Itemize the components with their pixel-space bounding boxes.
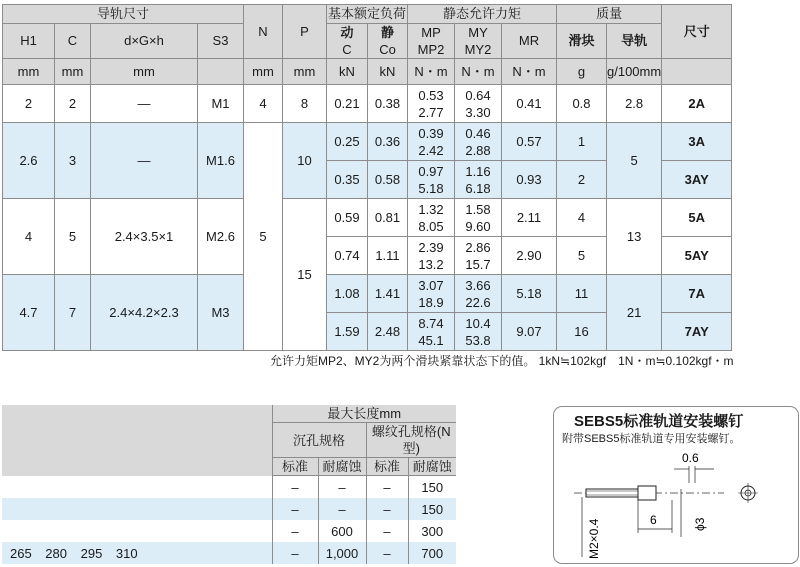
unit-mm: mm <box>244 59 283 85</box>
cell-p: 8 <box>283 85 327 123</box>
cell-stat: 0.38 <box>368 85 408 123</box>
corrosion-header: 耐腐蚀 <box>408 458 456 476</box>
header-rail: 导轨 <box>607 24 662 59</box>
cell-stat: 2.48 <box>368 313 408 351</box>
cell-slider: 4 <box>557 199 607 237</box>
unit-empty <box>198 59 244 85</box>
cell-lengths <box>2 498 272 520</box>
cell-value: – <box>366 498 408 520</box>
cell-value: – <box>318 498 366 520</box>
dim-head-label: 0.6 <box>682 451 699 465</box>
cell-dyn: 0.25 <box>327 123 368 161</box>
cell-mp: 3.07 18.9 <box>408 275 455 313</box>
cell-my: 1.58 9.60 <box>455 199 502 237</box>
unit-mm: mm <box>283 59 327 85</box>
cell-dgh: — <box>91 123 198 199</box>
header-slider: 滑块 <box>557 24 607 59</box>
table-row <box>2 476 456 499</box>
cell-my: 10.4 53.8 <box>455 313 502 351</box>
table-row <box>3 85 732 123</box>
cell-h1: 4.7 <box>3 275 55 351</box>
cell-c: 2 <box>55 85 91 123</box>
cell-mr: 0.93 <box>502 161 557 199</box>
cell-size: 7A <box>662 275 732 313</box>
cell-stat: 0.36 <box>368 123 408 161</box>
cell-mp: 8.74 45.1 <box>408 313 455 351</box>
cell-slider: 1 <box>557 123 607 161</box>
cell-rail: 2.8 <box>607 85 662 123</box>
cell-value: – <box>272 498 318 520</box>
table-row <box>3 275 732 313</box>
cell-mp: 0.39 2.42 <box>408 123 455 161</box>
cell-slider: 5 <box>557 237 607 275</box>
length-table-lead-header <box>2 405 272 476</box>
unit-kn: kN <box>368 59 408 85</box>
header-c: C <box>55 24 91 59</box>
mounting-screw-box <box>553 406 799 564</box>
corrosion-header: 耐腐蚀 <box>318 458 366 476</box>
cell-value: – <box>272 476 318 499</box>
cell-stat: 0.81 <box>368 199 408 237</box>
screw-head <box>638 486 656 500</box>
cell-stat: 0.58 <box>368 161 408 199</box>
cell-value: – <box>366 542 408 564</box>
cell-lengths <box>2 520 272 542</box>
cell-value: 600 <box>318 520 366 542</box>
cell-size: 2A <box>662 85 732 123</box>
header-dynamic: 动 C <box>327 24 368 59</box>
cell-my: 0.64 3.30 <box>455 85 502 123</box>
cell-c: 7 <box>55 275 91 351</box>
cell-dgh: — <box>91 85 198 123</box>
tapped-header: 螺纹孔规格(N型) <box>366 423 456 458</box>
cell-my: 0.46 2.88 <box>455 123 502 161</box>
cell-lengths: 265 280 295 310 <box>2 542 272 564</box>
cell-rail: 5 <box>607 123 662 199</box>
counterbore-header: 沉孔规格 <box>272 423 366 458</box>
header-dgh: d×G×h <box>91 24 198 59</box>
unit-g: g <box>557 59 607 85</box>
dim-diameter-label: ϕ3 <box>693 517 707 531</box>
table-row <box>3 123 732 161</box>
header-s3: S3 <box>198 24 244 59</box>
cell-dgh: 2.4×3.5×1 <box>91 199 198 275</box>
cell-value: 700 <box>408 542 456 564</box>
table-row <box>2 520 456 542</box>
cell-size: 3A <box>662 123 732 161</box>
cell-lengths <box>2 476 272 499</box>
cell-value: 150 <box>408 476 456 499</box>
std-header: 标准 <box>272 458 318 476</box>
cell-c: 3 <box>55 123 91 199</box>
cell-mr: 0.41 <box>502 85 557 123</box>
cell-mp: 1.32 8.05 <box>408 199 455 237</box>
cell-stat: 1.11 <box>368 237 408 275</box>
header-mr: MR <box>502 24 557 59</box>
dim-thread-label: M2×0.4 <box>587 518 601 559</box>
unit-nm: N・m <box>408 59 455 85</box>
cell-dyn: 0.35 <box>327 161 368 199</box>
cell-mr: 2.90 <box>502 237 557 275</box>
cell-value: – <box>272 520 318 542</box>
screw-box-subtitle: 附带SEBS5标准轨道专用安装螺钉。 <box>562 433 741 445</box>
cell-my: 1.16 6.18 <box>455 161 502 199</box>
cell-dgh: 2.4×4.2×2.3 <box>91 275 198 351</box>
cell-dyn: 1.08 <box>327 275 368 313</box>
cell-size: 5AY <box>662 237 732 275</box>
unit-mm: mm <box>55 59 91 85</box>
cell-dyn: 0.59 <box>327 199 368 237</box>
screw-shank <box>586 489 638 497</box>
cell-dyn: 0.74 <box>327 237 368 275</box>
table-row <box>2 542 456 564</box>
unit-empty <box>662 59 732 85</box>
cell-s3: M3 <box>198 275 244 351</box>
header-p: P <box>283 5 327 59</box>
cell-slider: 0.8 <box>557 85 607 123</box>
std-header: 标准 <box>366 458 408 476</box>
cell-h1: 2 <box>3 85 55 123</box>
cell-dyn: 0.21 <box>327 85 368 123</box>
header-static: 静 Co <box>368 24 408 59</box>
screw-drawing <box>554 407 798 563</box>
cell-slider: 2 <box>557 161 607 199</box>
table-row <box>3 199 732 237</box>
header-h1: H1 <box>3 24 55 59</box>
cell-mr: 5.18 <box>502 275 557 313</box>
cell-value: 1,000 <box>318 542 366 564</box>
cell-rail: 21 <box>607 275 662 351</box>
unit-kn: kN <box>327 59 368 85</box>
cell-s3: M1 <box>198 85 244 123</box>
unit-g-per-100mm: g/100mm <box>607 59 662 85</box>
cell-value: – <box>366 520 408 542</box>
cell-h1: 4 <box>3 199 55 275</box>
unit-nm: N・m <box>502 59 557 85</box>
cell-n: 4 <box>244 85 283 123</box>
cell-value: – <box>272 542 318 564</box>
cell-slider: 16 <box>557 313 607 351</box>
cell-value: 150 <box>408 498 456 520</box>
cell-mp: 0.53 2.77 <box>408 85 455 123</box>
length-title: 最大长度mm <box>272 405 456 423</box>
cell-stat: 1.41 <box>368 275 408 313</box>
header-static-moment: 静态允许力矩 <box>408 5 557 24</box>
cell-size: 7AY <box>662 313 732 351</box>
cell-my: 3.66 22.6 <box>455 275 502 313</box>
unit-nm: N・m <box>455 59 502 85</box>
cell-rail: 13 <box>607 199 662 275</box>
cell-s3: M1.6 <box>198 123 244 199</box>
header-basic-load: 基本额定负荷 <box>327 5 408 24</box>
cell-h1: 2.6 <box>3 123 55 199</box>
cell-value: – <box>318 476 366 499</box>
header-rail-dims: 导轨尺寸 <box>3 5 244 24</box>
cell-c: 5 <box>55 199 91 275</box>
cell-mp: 0.97 5.18 <box>408 161 455 199</box>
cell-s3: M2.6 <box>198 199 244 275</box>
cell-dyn: 1.59 <box>327 313 368 351</box>
header-mp: MP MP2 <box>408 24 455 59</box>
max-length-table <box>2 405 456 564</box>
cell-n: 5 <box>244 123 283 351</box>
cell-mr: 2.11 <box>502 199 557 237</box>
spec-table <box>2 4 732 351</box>
cell-size: 3AY <box>662 161 732 199</box>
cell-my: 2.86 15.7 <box>455 237 502 275</box>
cell-size: 5A <box>662 199 732 237</box>
cell-p: 15 <box>283 199 327 351</box>
cell-value: 300 <box>408 520 456 542</box>
unit-mm: mm <box>3 59 55 85</box>
cell-mp: 2.39 13.2 <box>408 237 455 275</box>
cell-p: 10 <box>283 123 327 199</box>
cell-mr: 9.07 <box>502 313 557 351</box>
footnote: 允许力矩MP2、MY2为两个滑块紧靠状态下的值。 1kN≒102kgf 1N・m≒0.102kgf・m <box>270 354 734 368</box>
header-size: 尺寸 <box>662 5 732 59</box>
header-my: MY MY2 <box>455 24 502 59</box>
unit-mm: mm <box>91 59 198 85</box>
cell-mr: 0.57 <box>502 123 557 161</box>
dim-length-label: 6 <box>650 513 657 527</box>
table-row <box>2 498 456 520</box>
header-mass: 质量 <box>557 5 662 24</box>
header-n: N <box>244 5 283 59</box>
screw-box-title: SEBS5标准轨道安装螺钉 <box>574 413 744 430</box>
cell-slider: 11 <box>557 275 607 313</box>
cell-value: – <box>366 476 408 499</box>
